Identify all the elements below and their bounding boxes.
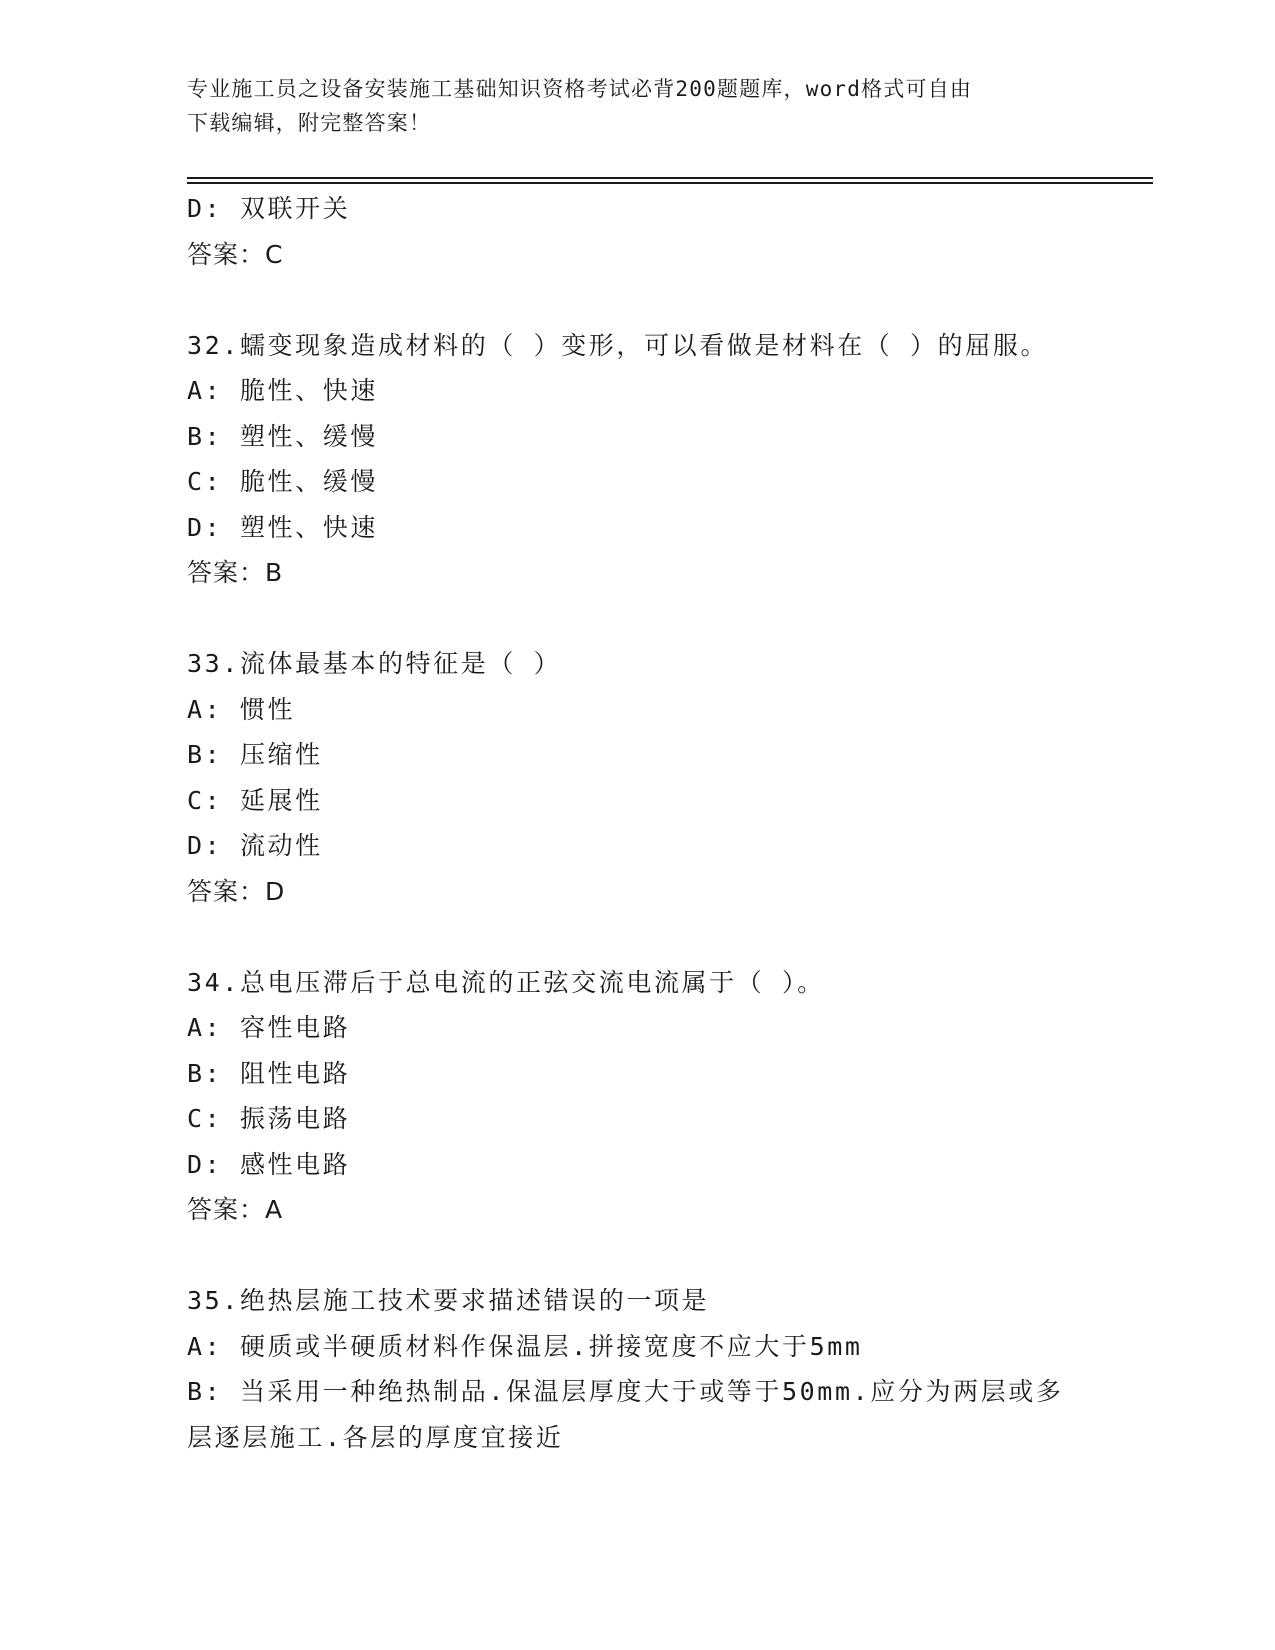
header-line-1: 专业施工员之设备安装施工基础知识资格考试必背200题题库，word格式可自由 [187,77,973,101]
answer: 答案：B [187,558,284,587]
option-d: D: 感性电路 [187,1149,351,1179]
spacer [187,277,1087,323]
option-c: C: 延展性 [187,785,323,815]
option-b: B: 阻性电路 [187,1058,351,1088]
option-b: B: 压缩性 [187,740,323,769]
spacer [187,596,1087,642]
option-a: A: 脆性、快速 [187,376,378,405]
document-header [187,72,1087,140]
question-text: 35.绝热层施工技术要求描述错误的一项是 [187,1286,710,1315]
option-c: C: 振荡电路 [187,1104,351,1133]
question-31-tail [187,186,1087,277]
question-34 [187,960,1087,1233]
answer: 答案：D [187,876,286,906]
spacer [187,1233,1087,1279]
option-d: D: 双联开关 [187,194,351,223]
option-d: D: 塑性、快速 [187,512,378,542]
question-35 [187,1278,1087,1460]
question-list [187,186,1087,1460]
answer: 答案：A [187,1195,284,1224]
option-b: B: 塑性、缓慢 [187,421,378,451]
header-line-2: 下载编辑，附完整答案！ [187,111,432,135]
question-text: 32.蠕变现象造成材料的（ ）变形，可以看做是材料在（ ）的屈服。 [187,330,1049,360]
question-text: 33.流体最基本的特征是（ ） [187,649,562,678]
question-text: 34.总电压滞后于总电流的正弦交流电流属于（ ）。 [187,967,825,997]
option-a: A: 容性电路 [187,1013,351,1042]
option-c: C: 脆性、缓慢 [187,467,378,496]
header-divider-top [187,177,1153,179]
question-32 [187,323,1087,596]
option-b: B: 当采用一种绝热制品.保温层厚度大于或等于50mm.应分为两层或多层逐层施工.各层的厚度宜接近 [187,1377,1064,1452]
option-a: A: 惯性 [187,694,296,724]
option-a: A: 硬质或半硬质材料作保温层.拼接宽度不应大于5mm [187,1331,863,1361]
header-divider-bottom [187,182,1153,184]
question-33 [187,641,1087,914]
answer: 答案：C [187,239,284,269]
option-d: D: 流动性 [187,831,323,860]
spacer [187,914,1087,960]
